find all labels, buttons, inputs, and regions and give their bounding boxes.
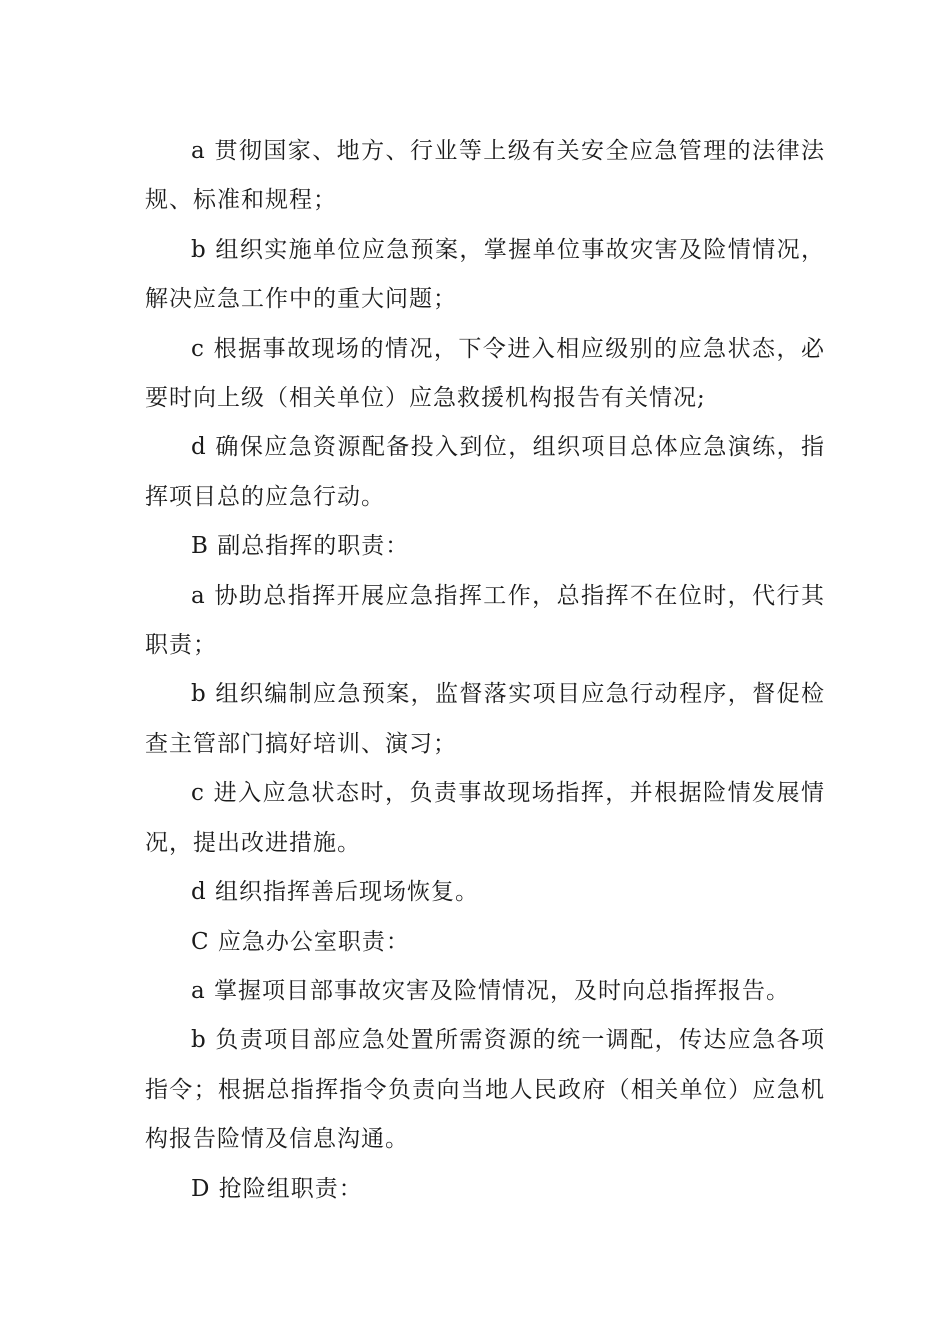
document-body [145,127,825,1214]
paragraph-a-deputy-duty-1: a 协助总指挥开展应急指挥工作，总指挥不在位时，代行其职责； [145,582,825,659]
section-heading-emergency-office: C 应急办公室职责： [191,928,410,955]
paragraph-a-leader-duty-1: a 贯彻国家、地方、行业等上级有关安全应急管理的法律法规、标准和规程； [145,138,825,214]
paragraph-d-deputy-duty-4: d 组织指挥善后现场恢复。 [191,879,480,906]
paragraph-d-leader-duty-4: d 确保应急资源配备投入到位，组织项目总体应急演练，指挥项目总的应急行动。 [145,434,825,510]
paragraph-b-deputy-duty-2: b 组织编制应急预案，监督落实项目应急行动程序，督促检查主管部门搞好培训、演习； [145,681,825,757]
section-heading-deputy-commander: B 副总指挥的职责： [191,533,410,560]
paragraph-c-leader-duty-3: c 根据事故现场的情况，下令进入相应级别的应急状态，必要时向上级（相关单位）应急救援机构报告有关情况; [145,335,825,412]
section-heading-rescue-team: D 抢险组职责： [191,1175,363,1202]
paragraph-b-office-duty-2: b 负责项目部应急处置所需资源的统一调配，传达应急各项指令；根据总指挥指令负责向当地人民政府（相关单位）应急机构报告险情及信息沟通。 [145,1027,825,1153]
paragraph-b-leader-duty-2: b 组织实施单位应急预案，掌握单位事故灾害及险情情况，解决应急工作中的重大问题； [145,236,825,313]
paragraph-c-deputy-duty-3: c 进入应急状态时，负责事故现场指挥，并根据险情发展情况，提出改进措施。 [145,780,825,856]
paragraph-a-office-duty-1: a 掌握项目部事故灾害及险情情况，及时向总指挥报告。 [191,977,791,1004]
